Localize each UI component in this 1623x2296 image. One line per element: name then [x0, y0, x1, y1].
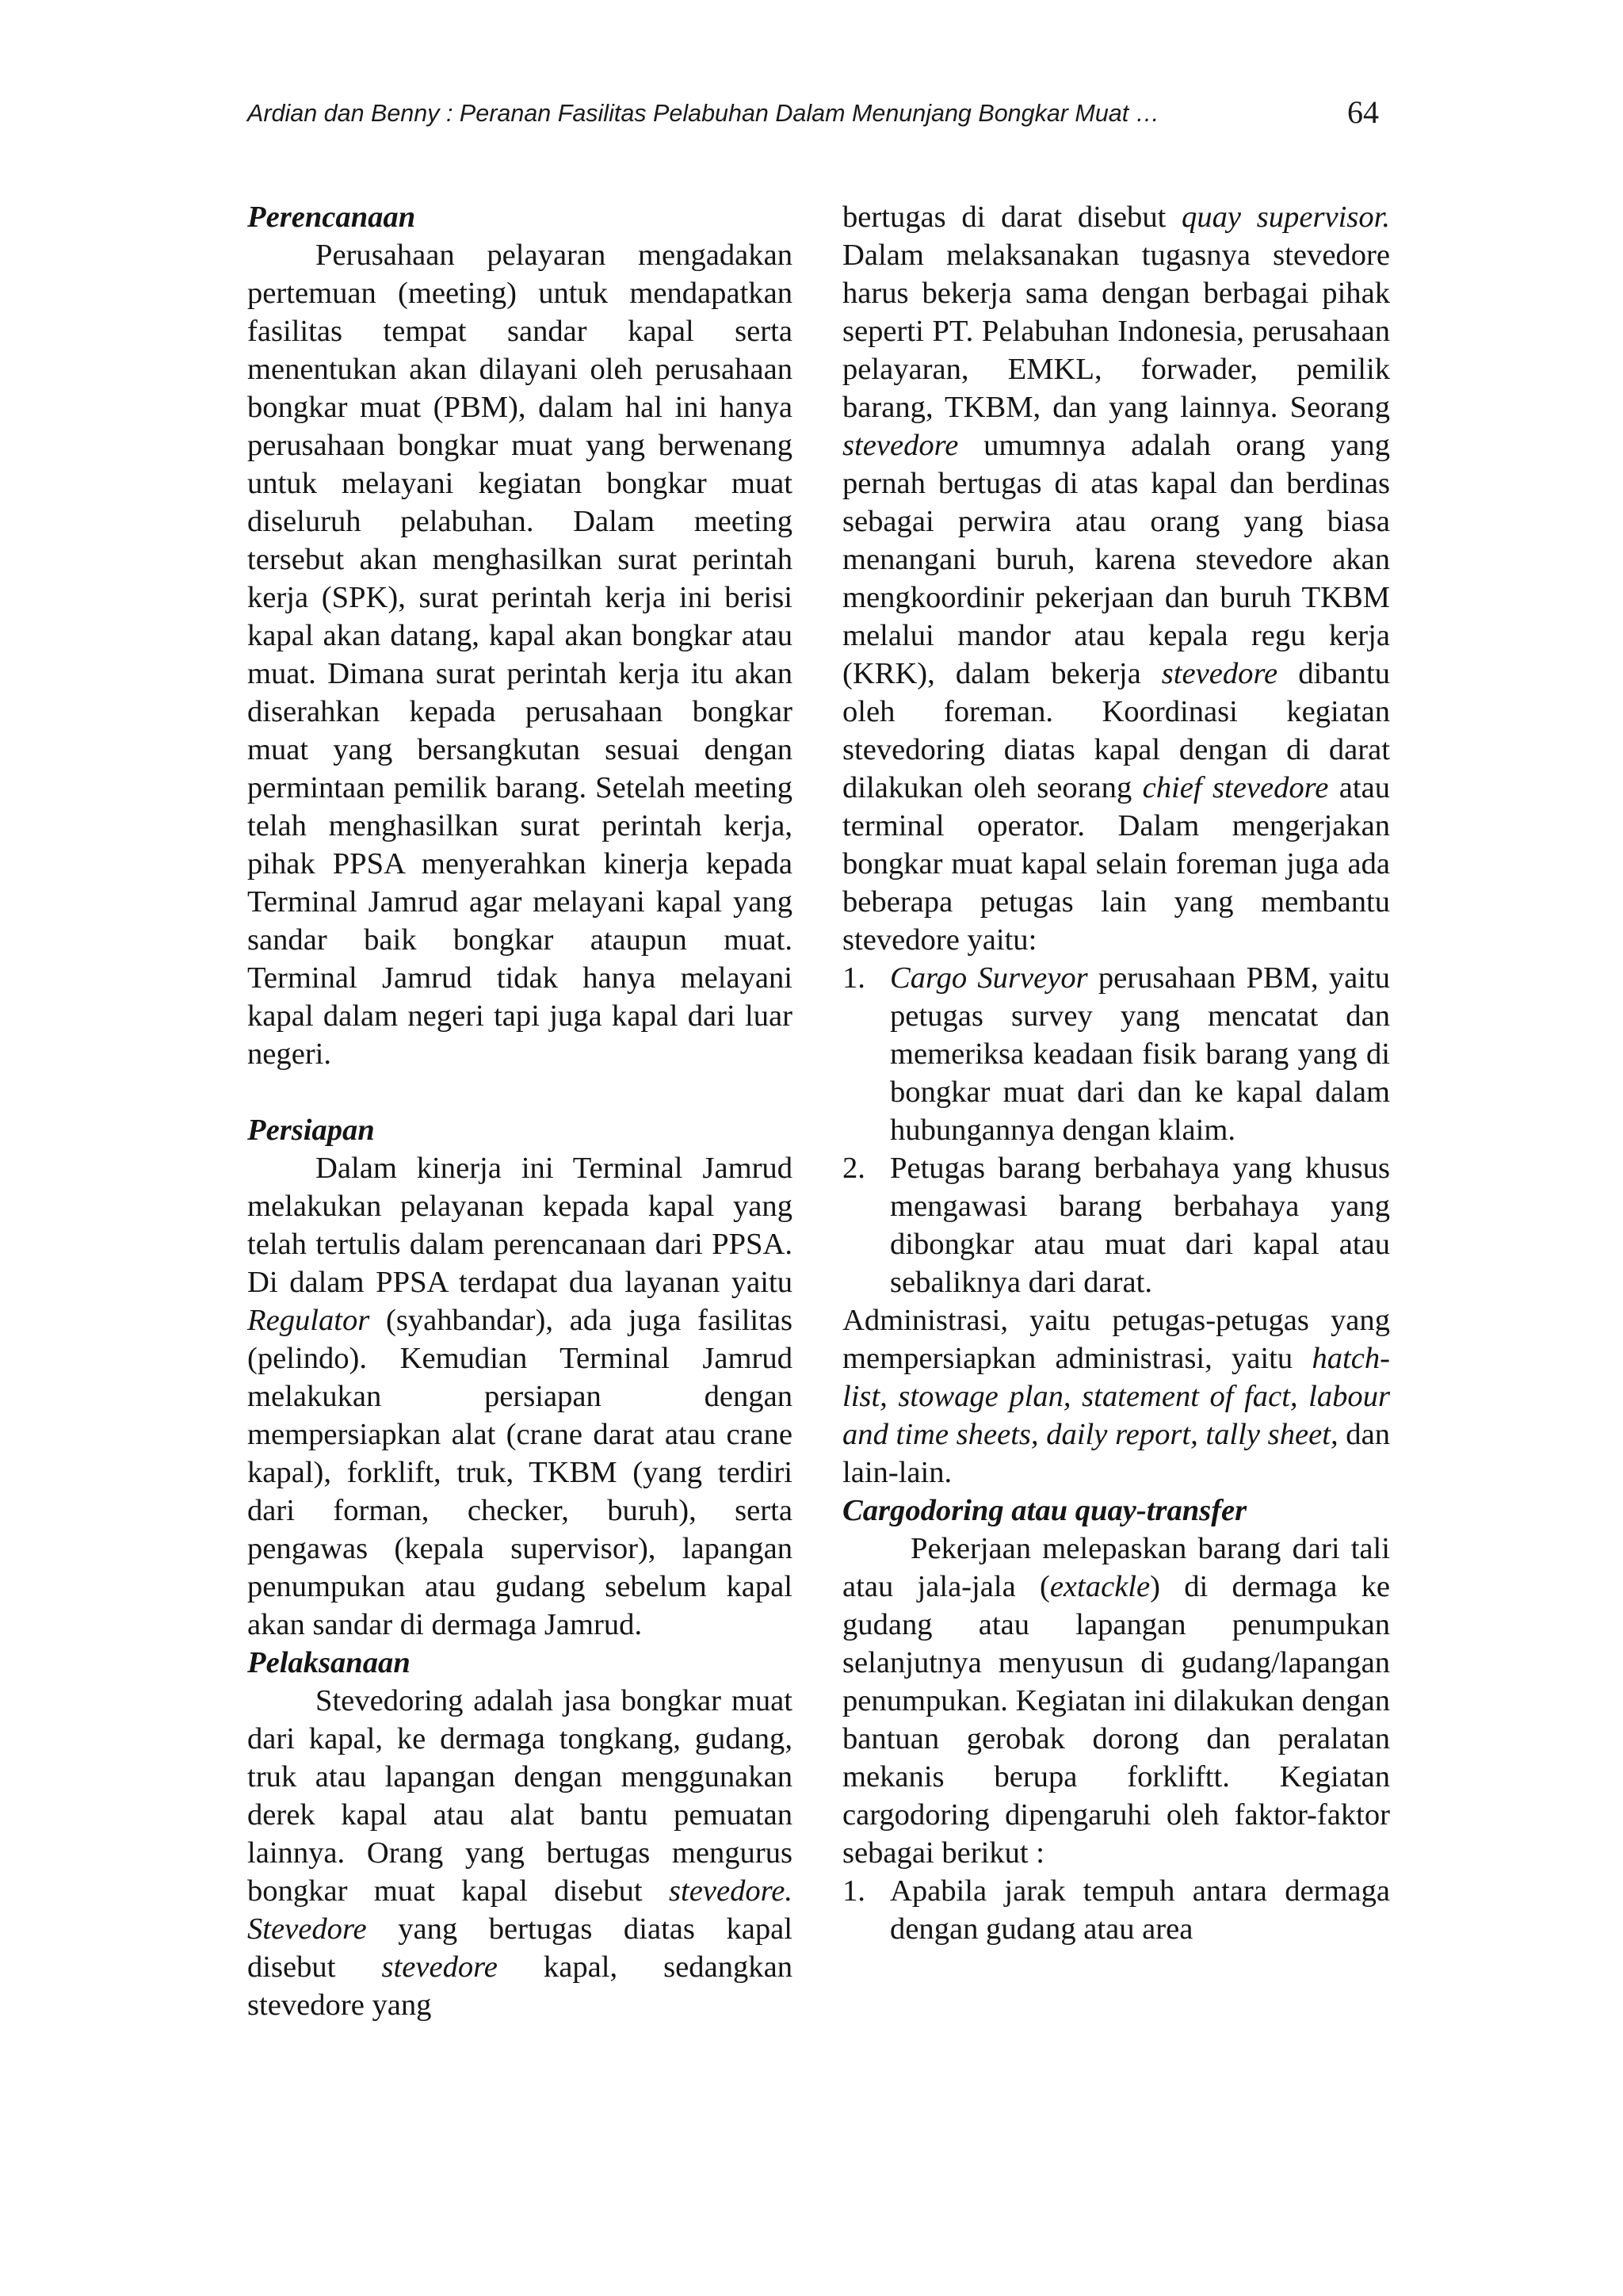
italic-term: stevedore: [842, 429, 959, 462]
text-run: Dalam kinerja ini Terminal Jamrud melakukan pelayanan kepada kapal yang telah tertulis dalam perencanaan dari PPSA. Di dalam PPSA terdapat dua layanan yaitu: [247, 1152, 792, 1299]
section-heading-cargodoring: Cargodoring atau quay-transfer: [842, 1494, 1247, 1527]
text-run: umumnya adalah orang yang pernah bertugas di atas kapal dan berdinas sebagai perwira atau orang yang biasa menangani buruh, karena stevedore akan mengkoordinir pekerjaan dan buruh TKBM melalui mandor atau kepala regu kerja (KRK), dalam bekerja: [842, 429, 1390, 690]
text-run: Pekerjaan melepaskan barang dari tali atau jala-jala (: [842, 1532, 1390, 1603]
text-run: dibantu oleh foreman. Koordinasi kegiatan stevedoring diatas kapal dengan di darat dilakukan oleh seorang: [842, 657, 1390, 804]
page-number: 64: [1347, 94, 1379, 130]
paragraph-cargodoring: [842, 1530, 1390, 1872]
list-number: 1.: [842, 1874, 865, 1908]
text-run: ) di dermaga ke gudang atau lapangan penumpukan selanjutnya menyusun di gudang/lapangan penumpukan. Kegiatan ini dilakukan dengan bantuan gerobak dorong dan peralatan mekanis berupa forkliftt. Kegiatan cargodoring dipengaruhi oleh faktor-faktor sebagai berikut :: [842, 1570, 1390, 1870]
paragraph-administrasi: [842, 1301, 1390, 1492]
text-run: bertugas di darat disebut: [842, 201, 1182, 234]
section-gap: [247, 1073, 792, 1111]
right-column: [842, 198, 1390, 1948]
italic-term: Cargo Surveyor: [890, 961, 1088, 995]
running-header: Ardian dan Benny : Peranan Fasilitas Pelabuhan Dalam Menunjang Bongkar Muat …: [247, 100, 1160, 127]
section-heading-persiapan: Persiapan: [247, 1114, 375, 1147]
text-run: Stevedoring adalah jasa bongkar muat dari kapal, ke dermaga tongkang, gudang, truk atau lapangan dengan menggunakan derek kapal atau alat bantu pemuatan lainnya. Orang yang bertugas mengurus bongkar muat kapal disebut: [247, 1684, 792, 1908]
list-item: [842, 959, 1390, 1149]
list-item-text: perusahaan PBM, yaitu petugas survey yang mencatat dan memeriksa keadaan fisik barang yang di bongkar muat dari dan ke kapal dalam hubungannya dengan klaim.: [890, 961, 1390, 1147]
paragraph-perencanaan: Perusahaan pelayaran mengadakan pertemuan (meeting) untuk mendapatkan fasilitas tempat sandar kapal serta menentukan akan dilayani oleh perusahaan bongkar muat (PBM), dalam hal ini hanya perusahaan bongkar muat yang berwenang untuk melayani kegiatan bongkar muat diseluruh pelabuhan. Dalam meeting tersebut akan menghasilkan surat perintah kerja (SPK), surat perintah kerja ini berisi kapal akan datang, kapal akan bongkar atau muat. Dimana surat perintah kerja itu akan diserahkan kepada perusahaan bongkar muat yang bersangkutan sesuai dengan permintaan pemilik barang. Setelah meeting telah menghasilkan surat perintah kerja, pihak PPSA menyerahkan kinerja kepada Terminal Jamrud agar melayani kapal yang sandar baik bongkar ataupun muat. Terminal Jamrud tidak hanya melayani kapal dalam negeri tapi juga kapal dari luar negeri.: [247, 239, 792, 1071]
paragraph-stevedore-continuation: [842, 198, 1390, 959]
list-item-text: Apabila jarak tempuh antara dermaga dengan gudang atau area: [890, 1874, 1390, 1946]
paragraph-persiapan: [247, 1149, 792, 1644]
list-item-text: Petugas barang berbahaya yang khusus mengawasi barang berbahaya yang dibongkar atau muat dari kapal atau sebaliknya dari darat.: [890, 1152, 1390, 1299]
text-run: yang bertugas diatas kapal disebut: [247, 1912, 792, 1984]
italic-term: hatch-list, stowage plan, statement of fact, labour and time sheets, daily report, tally sheet,: [842, 1342, 1390, 1451]
text-run: Administrasi, yaitu petugas-petugas yang mempersiapkan administrasi, yaitu: [842, 1304, 1390, 1375]
paragraph-pelaksanaan: [247, 1682, 792, 2024]
italic-term: Regulator: [247, 1304, 370, 1337]
italic-term: extackle: [1049, 1570, 1151, 1603]
italic-term: chief stevedore: [1142, 771, 1329, 804]
text-run: Dalam melaksanakan tugasnya stevedore harus bekerja sama dengan berbagai pihak seperti PT. Pelabuhan Indonesia, perusahaan pelayaran, EMKL, forwader, pemilik barang, TKBM, dan yang lainnya. Seorang: [842, 239, 1390, 424]
list-item: [842, 1872, 1390, 1948]
text-run: (syahbandar), ada juga fasilitas (pelindo). Kemudian Terminal Jamrud melakukan persiapan dengan mempersiapkan alat (crane darat atau crane kapal), forklift, truk, TKBM (yang terdiri dari forman, checker, buruh), serta pengawas (kepala supervisor), lapangan penumpukan atau gudang sebelum kapal akan sandar di dermaga Jamrud.: [247, 1304, 792, 1641]
italic-term: stevedore: [381, 1950, 498, 1984]
left-column: [247, 198, 792, 2024]
list-number: 2.: [842, 1152, 865, 1185]
list-item: [842, 1149, 1390, 1301]
italic-term: stevedore. Stevedore: [247, 1874, 792, 1946]
section-heading-pelaksanaan: Pelaksanaan: [247, 1646, 411, 1679]
text-run: kapal, sedangkan stevedore yang: [247, 1950, 792, 2022]
italic-term: stevedore: [1161, 657, 1278, 690]
section-heading-perencanaan: Perencanaan: [247, 201, 416, 234]
text-run: dan lain-lain.: [842, 1418, 1390, 1489]
text-run: atau terminal operator. Dalam mengerjakan bongkar muat kapal selain foreman juga ada beberapa petugas lain yang membantu stevedore yaitu:: [842, 771, 1391, 957]
italic-term: quay supervisor.: [1182, 201, 1390, 234]
list-number: 1.: [842, 961, 865, 995]
